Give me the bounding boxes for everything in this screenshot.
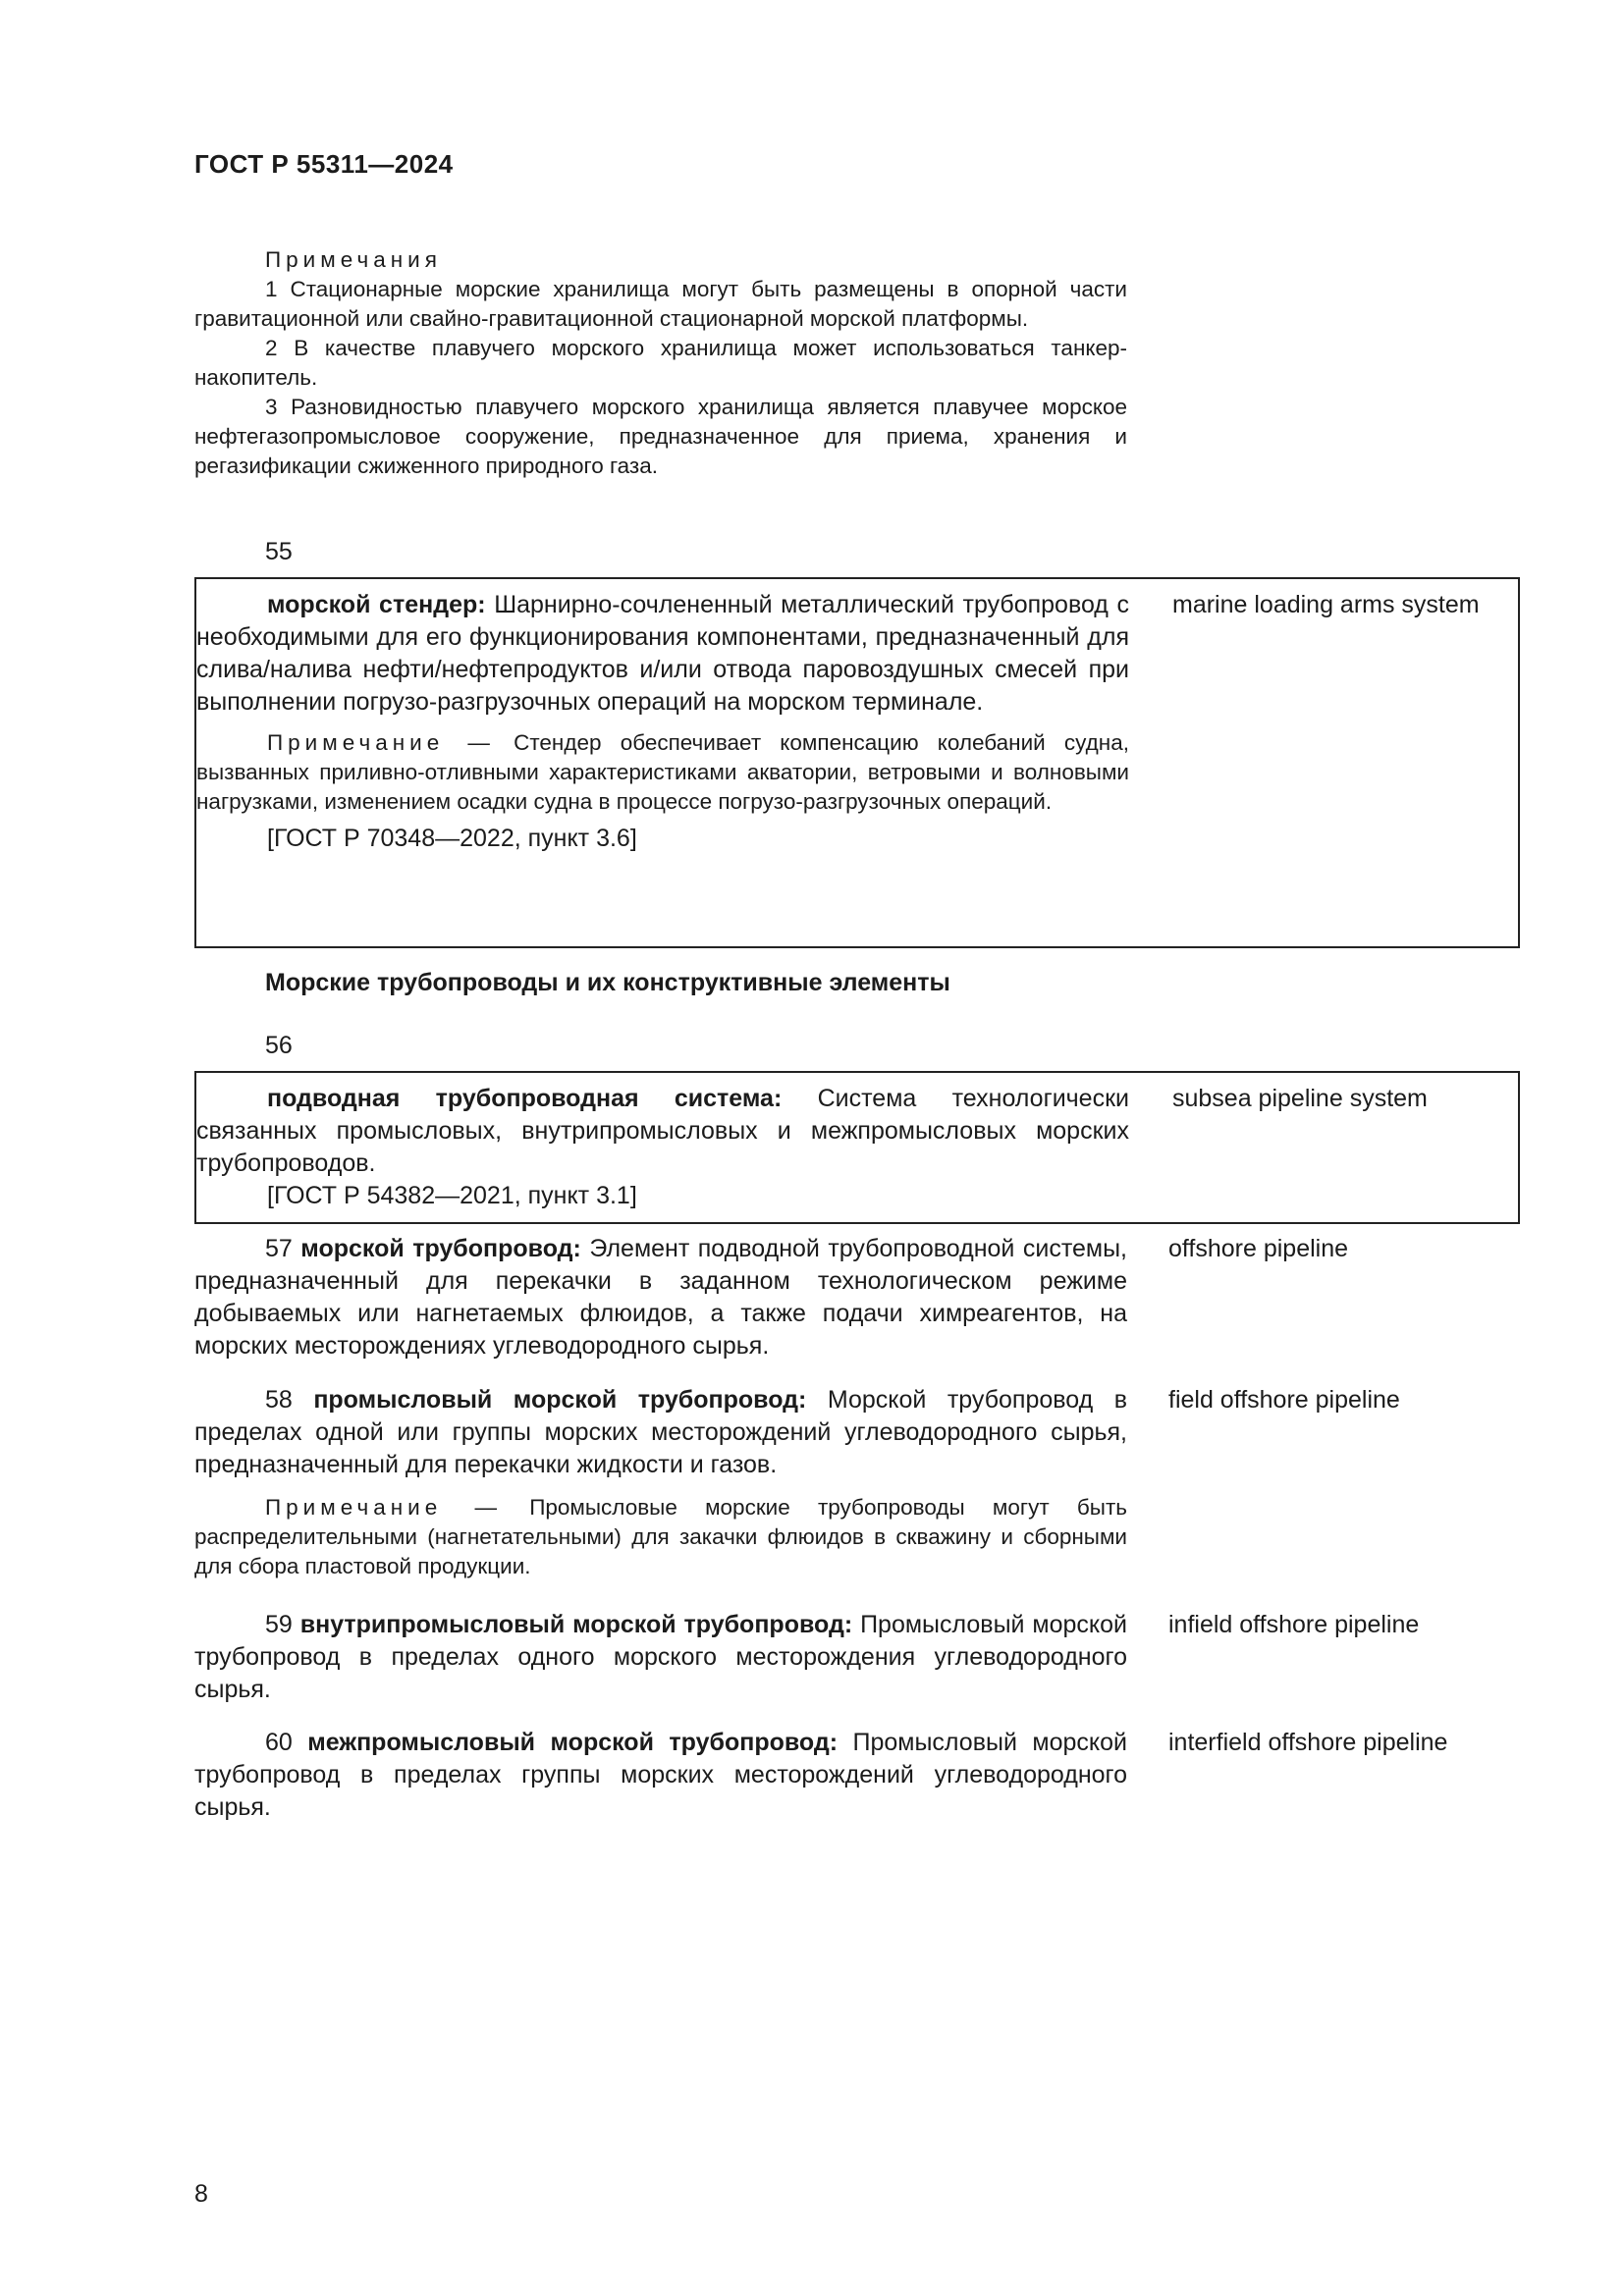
entry-55-definition — [196, 589, 1129, 719]
entry-60 — [194, 1727, 1127, 1824]
entry-60-number: 60 — [265, 1729, 293, 1756]
note-item-3: 3 Разновидностью плавучего морского хранилища является плавучее морское нефтегазопромысловое сооружение, предназначенное для приема, хранения и регазификации сжиженного природного газа. — [194, 395, 1127, 478]
entry-56-content — [196, 1083, 1129, 1212]
entry-58-definition-text: Морской трубопровод в пределах одной или группы морских месторождений углеводородного сырья, предназначенный для перекачки жидкости и газов. — [194, 1386, 1127, 1478]
entry-58 — [194, 1384, 1127, 1581]
entry-58-term: промысловый морской трубопровод: — [313, 1386, 807, 1414]
entry-60-english: interfield offshore pipeline — [1168, 1729, 1448, 1756]
entry-55-content — [196, 589, 1129, 855]
entry-56-english: subsea pipeline system — [1172, 1085, 1428, 1112]
entry-55-box — [194, 577, 1520, 948]
entry-57-definition — [194, 1233, 1127, 1362]
entry-58-english: field offshore pipeline — [1168, 1386, 1400, 1414]
entry-59-definition — [194, 1609, 1127, 1706]
entry-60-definition-text: Промысловый морской трубопровод в пределах группы морских месторождений углеводородного сырья. — [194, 1729, 1127, 1821]
entry-56-definition — [196, 1083, 1129, 1180]
entry-60-term: межпромысловый морской трубопровод: — [307, 1729, 839, 1756]
entry-59-english: infield offshore pipeline — [1168, 1611, 1420, 1638]
entry-56-term: подводная трубопроводная система: — [267, 1085, 783, 1112]
entry-55-note-label: Примечание — — [267, 730, 495, 755]
entry-57-term: морской трубопровод: — [300, 1235, 581, 1262]
page-number: 8 — [194, 2180, 208, 2208]
entry-56-box — [194, 1071, 1520, 1224]
entry-59-term: внутрипромысловый морской трубопровод: — [299, 1611, 853, 1638]
entry-58-definition — [194, 1384, 1127, 1481]
entry-58-number: 58 — [265, 1386, 293, 1414]
note-item-1: 1 Стационарные морские хранилища могут быть размещены в опорной части гравитационной или свайно-гравитационной стационарной морской платформы. — [194, 277, 1127, 331]
entry-58-note-label: Примечание — — [265, 1495, 502, 1520]
entry-56-source: [ГОСТ Р 54382—2021, пункт 3.1] — [267, 1182, 637, 1209]
entry-59 — [194, 1609, 1127, 1706]
notes-block — [194, 245, 1127, 481]
entry-56-number: 56 — [265, 1032, 293, 1059]
entry-57 — [194, 1233, 1127, 1362]
entry-58-note-text: Промысловые морские трубопроводы могут быть распределительными (нагнетательными) для закачки флюидов в скважину и сборными для сбора пластовой продукции. — [194, 1495, 1127, 1578]
notes-heading: Примечания — [265, 247, 442, 272]
entry-55-term: морской стендер: — [267, 591, 486, 618]
entry-55-definition-text: Шарнирно-сочлененный металлический трубопровод с необходимыми для его функционирования компонентами, предназначенный для слива/налива нефти/нефтепродуктов и/или отвода паровоздушных смесей при выполнении погрузо-разгрузочных операций на морском терминале. — [196, 591, 1130, 716]
entry-55-english: marine loading arms system — [1172, 591, 1480, 618]
entry-55-number: 55 — [265, 538, 293, 565]
document-code: ГОСТ Р 55311—2024 — [194, 149, 454, 179]
entry-55-source: [ГОСТ Р 70348—2022, пункт 3.6] — [267, 825, 637, 852]
entry-57-definition-text: Элемент подводной трубопроводной системы, предназначенный для перекачки в заданном технологическом режиме добываемых или нагнетаемых флюидов, а также подачи химреагентов, на морских месторождениях углеводородного сырья. — [194, 1235, 1127, 1360]
entry-60-definition — [194, 1727, 1127, 1824]
entry-57-english: offshore pipeline — [1168, 1235, 1349, 1262]
entry-59-number: 59 — [265, 1611, 293, 1638]
entry-59-definition-text: Промысловый морской трубопровод в пределах одного морского месторождения углеводородного сырья. — [194, 1611, 1127, 1703]
entry-55-note-text: Стендер обеспечивает компенсацию колебаний судна, вызванных приливно-отливными характеристиками акватории, ветровыми и волновыми нагрузками, изменением осадки судна в процессе погрузо-разгрузочных операций. — [196, 730, 1129, 814]
entry-55-note — [196, 728, 1129, 817]
note-item-2: 2 В качестве плавучего морского хранилища может использоваться танкер-накопитель. — [194, 336, 1127, 390]
entry-56-definition-text: Система технологически связанных промысловых, внутрипромысловых и межпромысловых морских трубопроводов. — [196, 1085, 1129, 1177]
section-title: Морские трубопроводы и их конструктивные элементы — [265, 969, 950, 996]
entry-57-number: 57 — [265, 1235, 293, 1262]
entry-58-note — [194, 1493, 1127, 1581]
